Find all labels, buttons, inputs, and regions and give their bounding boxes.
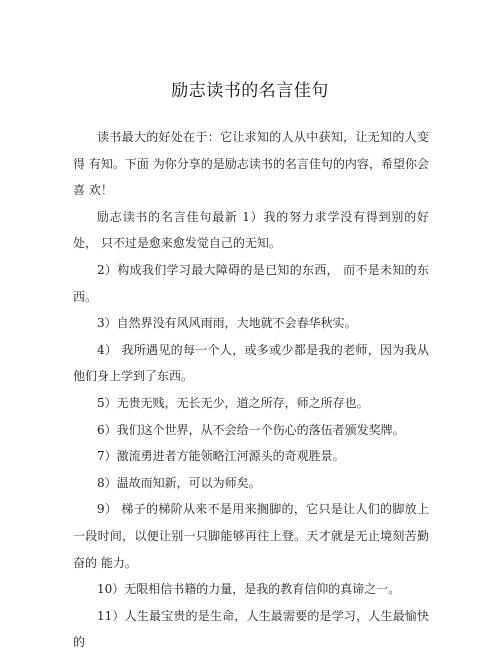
paragraph-quote-7: 7）激流勇进者方能领略江河源头的奇观胜景。 [97,449,345,464]
paragraph-quote-1: 励志读书的名言佳句最新 1）我的努力求学没有得到别的好处， 只不过是愈来愈发觉自己的无知。 [73,209,429,251]
paragraph-quote-11: 11）人生最宝贵的是生命，人生最需要的是学习，人生最愉快的 [73,608,429,650]
paragraph-quote-5: 5）无贵无贱，无长无少，道之所存，师之所存也。 [97,395,369,410]
paragraph-quote-10: 10）无限相信书籍的力量，是我的教育信仰的真谛之一。 [97,582,401,597]
paragraph-quote-6: 6）我们这个世界，从不会给一个伤心的落伍者颁发奖牌。 [97,422,405,437]
paragraph-quote-3: 3）自然界没有风风雨雨，大地就不会春华秋实。 [97,316,357,331]
document-body [73,124,429,656]
paragraph-quote-2: 2）构成我们学习最大障碍的是已知的东西， 而不是未知的东西。 [73,262,429,304]
paragraph-quote-8: 8）温故而知新，可以为师矣。 [97,475,261,490]
paragraph-quote-9: 9） 梯子的梯阶从来不是用来搁脚的，它只是让人们的脚放上一段时间，以便让别一只脚能够再往上登。天才就是无止境刻苦勤奋的 能力。 [73,502,429,570]
document-title: 励志读书的名言佳句 [171,81,329,101]
paragraph-quote-4: 4） 我所遇见的每一个人，或多或少都是我的老师，因为我从他们身上学到了东西。 [73,342,429,384]
paragraph-intro: 读书最大的好处在于：它让求知的人从中获知，让无知的人变得 有知。下面 为你分享的是励志读书的名言佳句的内容，希望你会喜 欢！ [73,130,429,198]
